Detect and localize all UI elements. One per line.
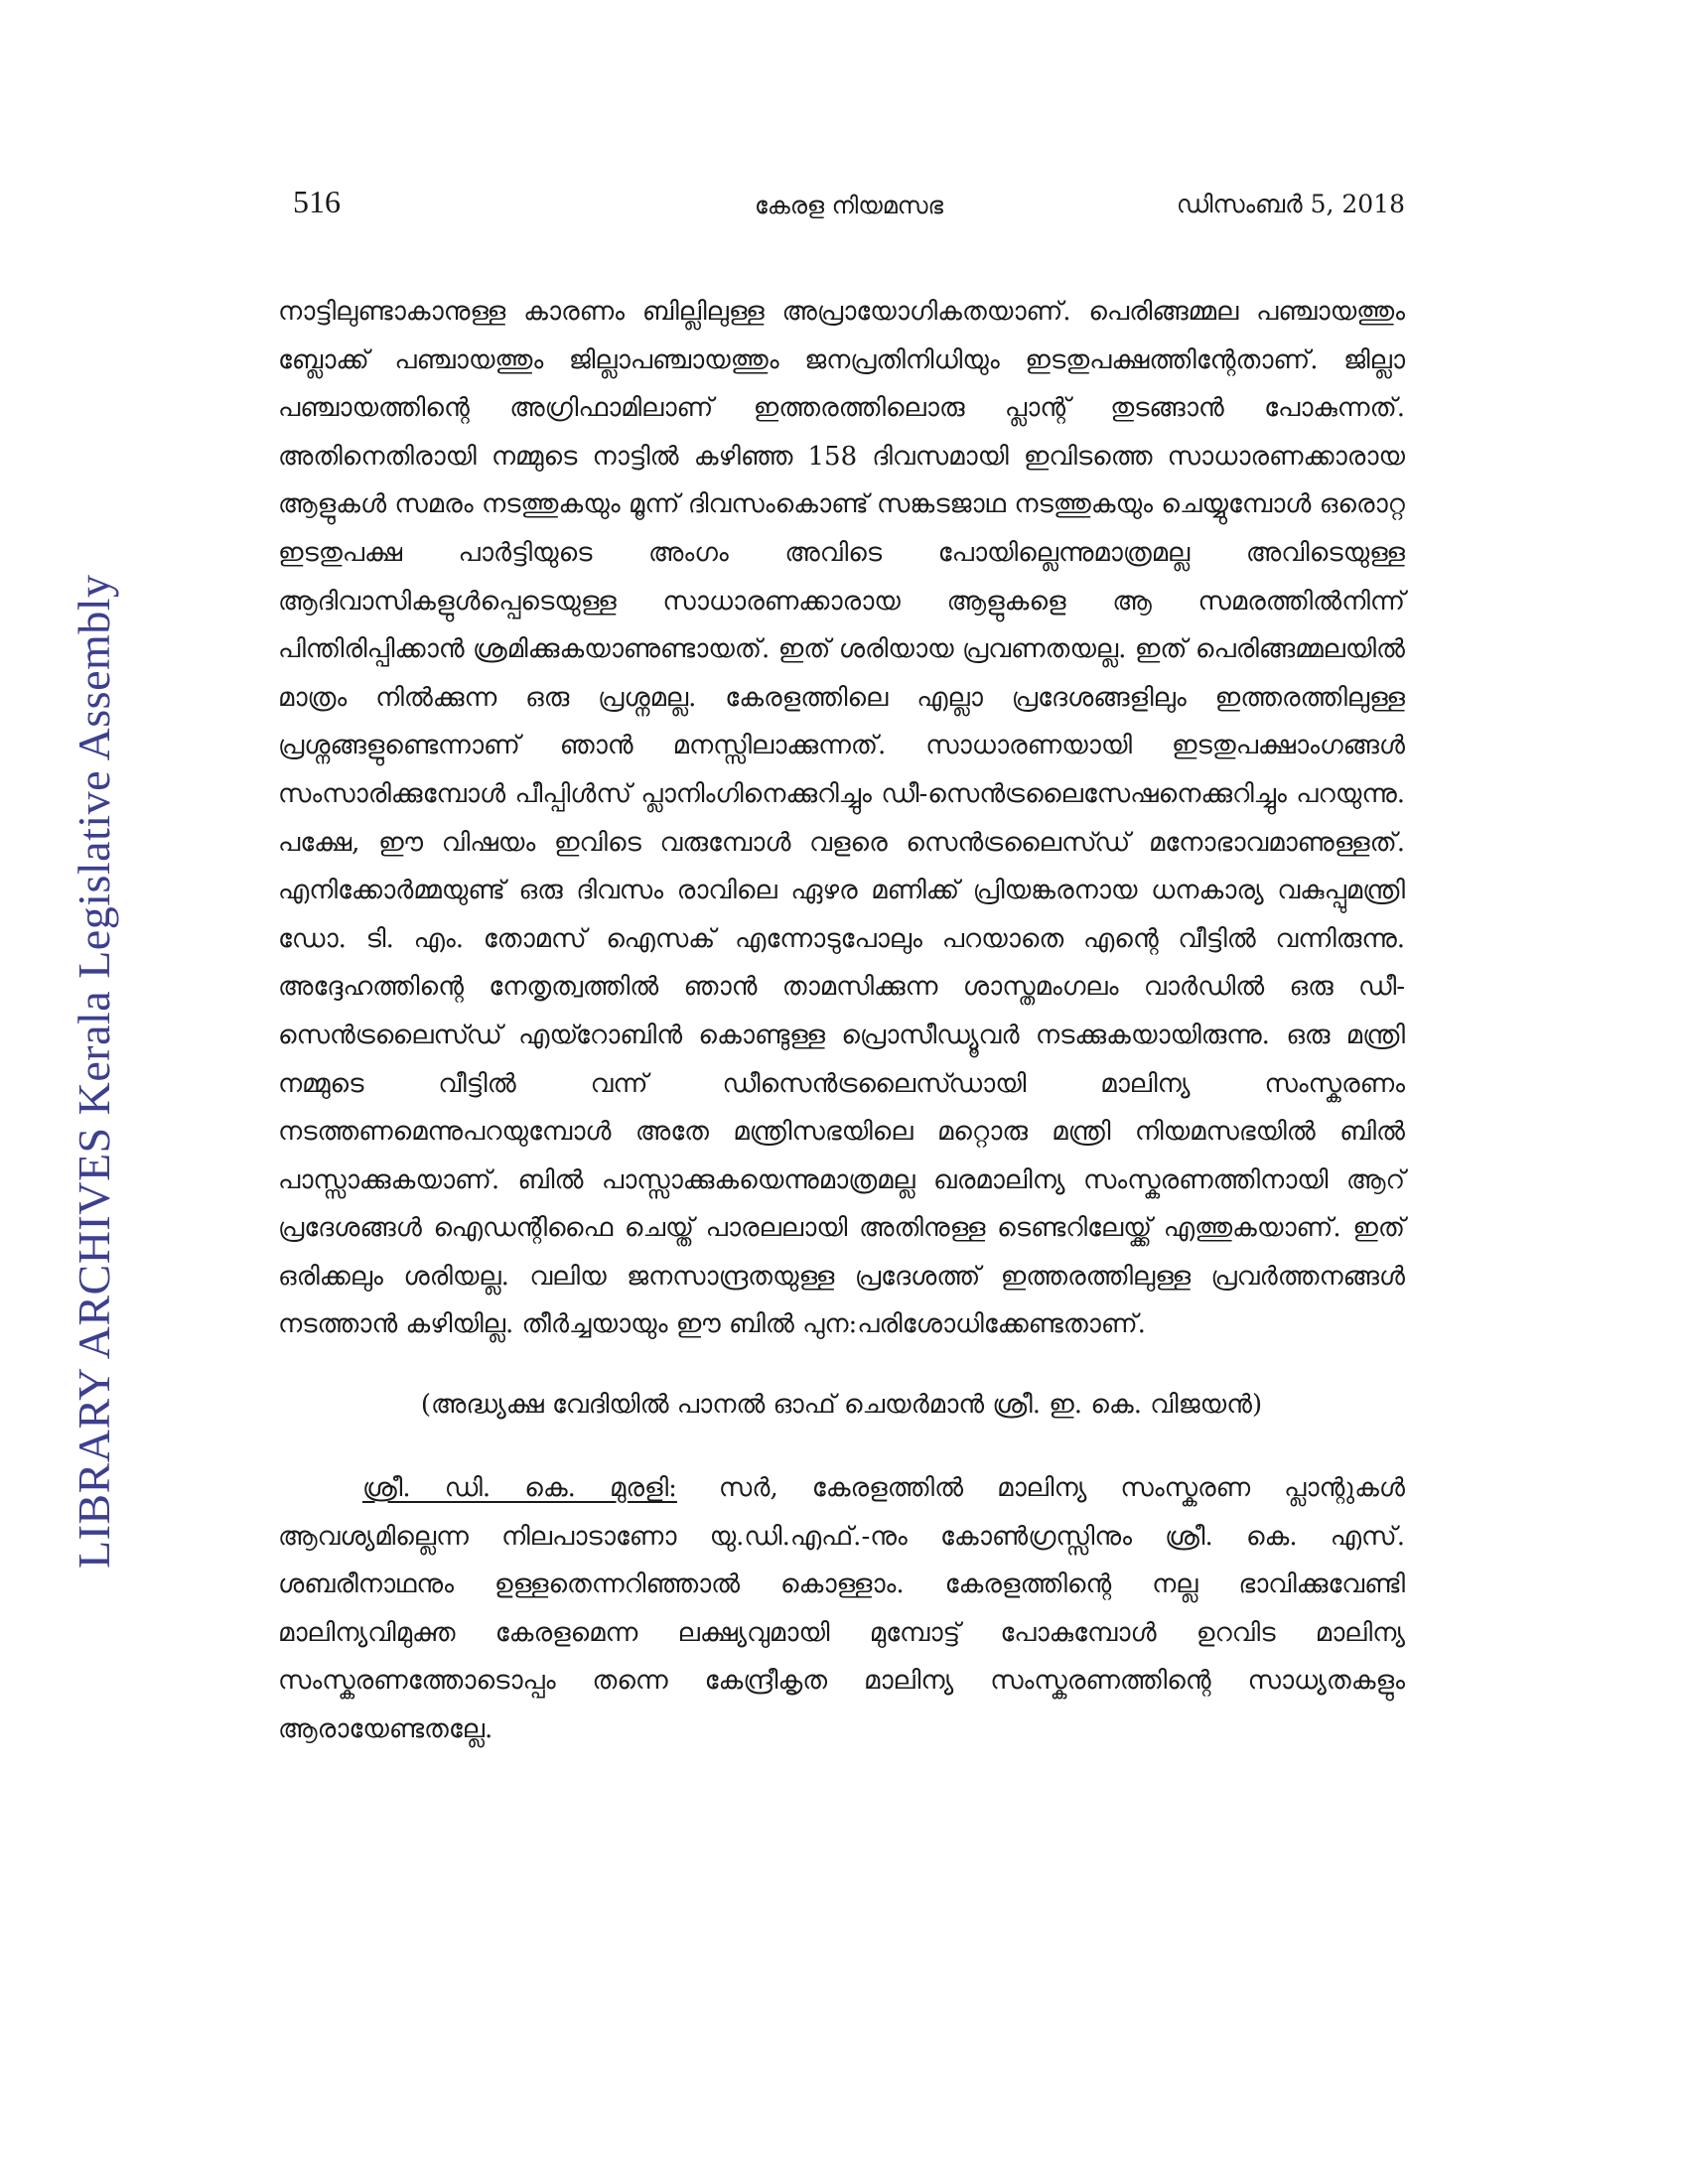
page-body — [278, 288, 1405, 1754]
page-header — [293, 184, 1405, 233]
body-paragraph: നാട്ടിലുണ്ടാകാനുള്ള കാരണം ബില്ലിലുള്ള അപ്രായോഗികതയാണ്. പെരിങ്ങമ്മല പഞ്ചായത്തും ബ്ലോക്ക് പഞ്ചായത്തും ജില്ലാപഞ്ചായത്തും ജനപ്രതിനിധിയും ഇടതുപക്ഷത്തിന്റേതാണ്. ജില്ലാ പഞ്ചായത്തിന്റെ അഗ്രിഫാമിലാണ് ഇത്തരത്തിലൊരു പ്ലാന്റ് തുടങ്ങാൻ പോകുന്നത്. അതിനെതിരായി നമ്മുടെ നാട്ടിൽ കഴിഞ്ഞ 158 ദിവസമായി ഇവിടത്തെ സാധാരണക്കാരായ ആളുകൾ സമരം നടത്തുകയും മൂന്ന് ദിവസംകൊണ്ട് സങ്കടജാഥ നടത്തുകയും ചെയ്യുമ്പോൾ ഒരൊറ്റ ഇടതുപക്ഷ പാർട്ടിയുടെ അംഗം അവിടെ പോയില്ലെന്നുമാത്രമല്ല അവിടെയുള്ള ആദിവാസികളുൾപ്പെടെയുള്ള സാധാരണക്കാരായ ആളുകളെ ആ സമരത്തിൽനിന്ന് പിന്തിരിപ്പിക്കാൻ ശ്രമിക്കുകയാണുണ്ടായത്. ഇത് ശരിയായ പ്രവണതയല്ല. ഇത് പെരിങ്ങമ്മലയിൽ മാത്രം നിൽക്കുന്ന ഒരു പ്രശ്നമല്ല. കേരളത്തിലെ എല്ലാ പ്രദേശങ്ങളിലും ഇത്തരത്തിലുള്ള പ്രശ്നങ്ങളുണ്ടെന്നാണ് ഞാൻ മനസ്സിലാക്കുന്നത്. സാധാരണയായി ഇടതുപക്ഷാംഗങ്ങൾ സംസാരിക്കുമ്പോൾ പീപ്പിൾസ് പ്ലാനിംഗിനെക്കുറിച്ചും ഡീ-സെൻട്രലൈസേഷനെക്കുറിച്ചും പറയുന്നു. പക്ഷേ, ഈ വിഷയം ഇവിടെ വരുമ്പോൾ വളരെ സെൻട്രലൈസ്ഡ് മനോഭാവമാണുള്ളത്. എനിക്കോർമ്മയുണ്ട് ഒരു ദിവസം രാവിലെ ഏഴര മണിക്ക് പ്രിയങ്കരനായ ധനകാര്യ വകുപ്പുമന്ത്രി ഡോ. ടി. എം. തോമസ് ഐസക് എന്നോടുപോലും പറയാതെ എന്റെ വീട്ടിൽ വന്നിരുന്നു. അദ്ദേഹത്തിന്റെ നേതൃത്വത്തിൽ ഞാൻ താമസിക്കുന്ന ശാസ്തമംഗലം വാർഡിൽ ഒരു ഡീ-സെൻട്രലൈസ്ഡ് എയ്റോബിൻ കൊണ്ടുള്ള പ്രൊസീഡ്യൂവർ നടക്കുകയായിരുന്നു. ഒരു മന്ത്രി നമ്മുടെ വീട്ടിൽ വന്ന് ഡീസെൻട്രലൈസ്ഡായി മാലിന്യ സംസ്കരണം നടത്തണമെന്നുപറയുമ്പോൾ അതേ മന്ത്രിസഭയിലെ മറ്റൊരു മന്ത്രി നിയമസഭയിൽ ബിൽ പാസ്സാക്കുകയാണ്. ബിൽ പാസ്സാക്കുകയെന്നുമാത്രമല്ല ഖരമാലിന്യ സംസ്കരണത്തിനായി ആറ് പ്രദേശങ്ങൾ ഐഡന്റിഫൈ ചെയ്ത് പാരലലായി അതിനുള്ള ടെണ്ടറിലേയ്ക്ക് എത്തുകയാണ്. ഇത് ഒരിക്കലും ശരിയല്ല. വലിയ ജനസാന്ദ്രതയുള്ള പ്രദേശത്ത് ഇത്തരത്തിലുള്ള പ്രവർത്തനങ്ങൾ നടത്താൻ കഴിയില്ല. തീർച്ചയായും ഈ ബിൽ പുന:പരിശോധിക്കേണ്ടതാണ്. — [278, 297, 1405, 1340]
archive-watermark: LIBRARY ARCHIVES Kerala Legislative Assembly — [69, 574, 119, 1569]
page-date: ഡിസംബർ 5, 2018 — [1176, 190, 1405, 218]
speaker-name: ശ്രീ. ഡി. കെ. മുരളി: — [362, 1473, 677, 1504]
speech-text: സർ, കേരളത്തിൽ മാലിന്യ സംസ്കരണ പ്ലാന്റുകൾ ആവശ്യമില്ലെന്ന നിലപാടാണോ യു.ഡി.എഫ്.-നും കോൺഗ്രസ്സിനും ശ്രീ. കെ. എസ്. ശബരീനാഥനും ഉള്ളതെന്നറിഞ്ഞാൽ കൊള്ളാം. കേരളത്തിന്റെ നല്ല ഭാവിക്കുവേണ്ടി മാലിന്യവിമുക്ത കേരളമെന്ന ലക്ഷ്യവുമായി മുമ്പോട്ട് പോകുമ്പോൾ ഉറവിട മാലിന്യ സംസ്കരണത്തോടൊപ്പം തന്നെ കേന്ദ്രീകൃത മാലിന്യ സംസ്കരണത്തിന്റെ സാധ്യതകളും ആരായേണ്ടതല്ലേ. — [278, 1473, 1405, 1745]
stage-direction: (അദ്ധ്യക്ഷ വേദിയിൽ പാനൽ ഓഫ് ചെയർമാൻ ശ്രീ. ഇ. കെ. വിജയൻ) — [420, 1390, 1263, 1421]
page-number: 516 — [293, 184, 341, 219]
speech-paragraph — [278, 1464, 1405, 1754]
running-title: കേരള നിയമസഭ — [754, 192, 944, 219]
